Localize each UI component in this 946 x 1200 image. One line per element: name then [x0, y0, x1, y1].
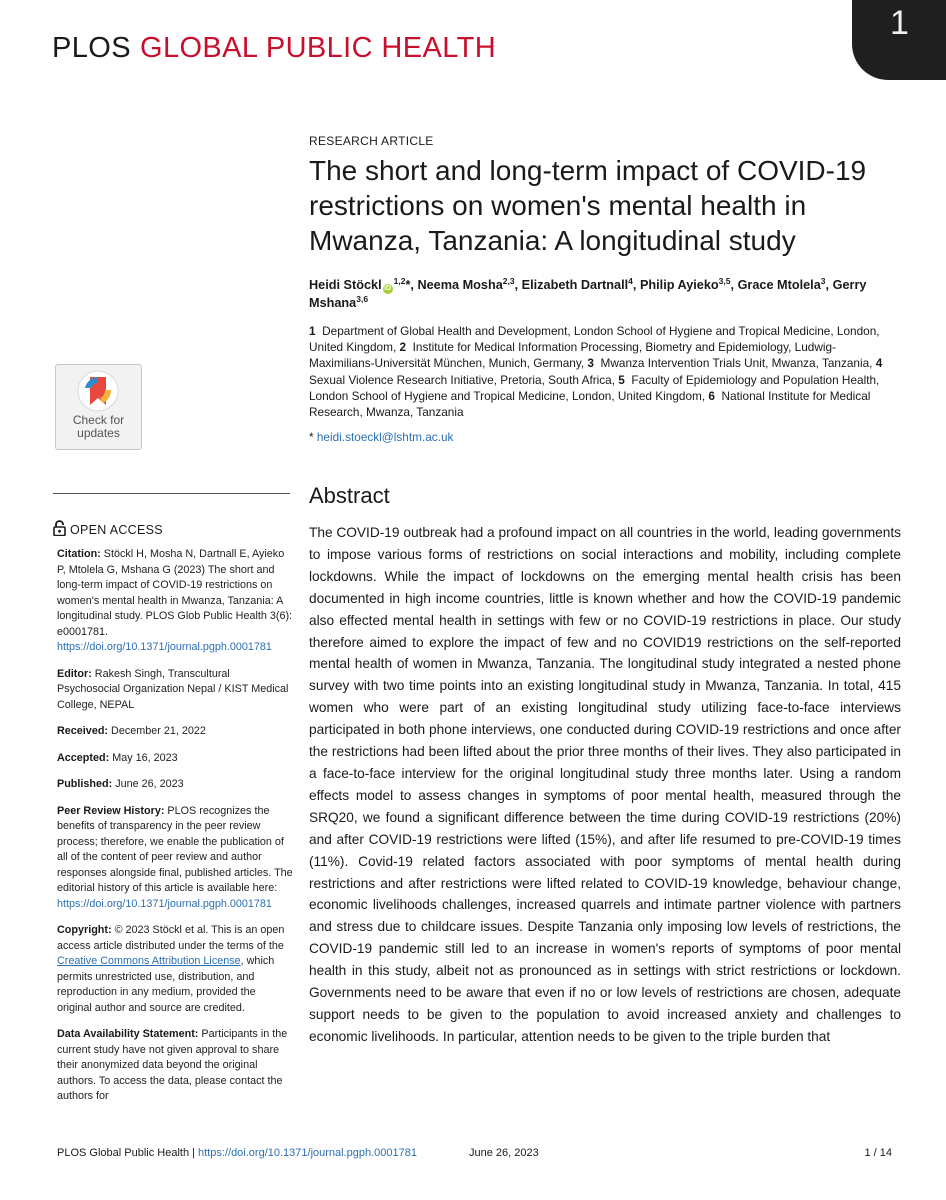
- journal-name-plos: PLOS: [52, 32, 131, 64]
- crossmark-line1: Check for: [72, 413, 125, 427]
- peer-review-block: [57, 804, 293, 913]
- citation-block: [57, 547, 293, 656]
- author-name[interactable]: Grace Mtolela: [737, 278, 821, 292]
- data-availability-block: [57, 1027, 293, 1105]
- editor-text: Rakesh Singh, Transcultural Psychosocial Organization Nepal / KIST Medical College, NEPAL: [57, 667, 289, 711]
- affiliation-number: 4: [875, 356, 883, 371]
- crossmark-icon: [77, 370, 119, 412]
- page-number: 1: [890, 4, 909, 42]
- footer-journal: PLOS Global Public Health |: [57, 1147, 195, 1159]
- footer-page-count: 1 / 14: [864, 1147, 892, 1159]
- corresponding-star: *: [309, 430, 314, 444]
- affiliation-text: National Institute for Medical Research, Mwanza, Tanzania: [309, 388, 871, 420]
- author-name[interactable]: Elizabeth Dartnall: [521, 278, 629, 292]
- data-availability-text: Participants in the current study have not given approval to share their anonymized data beyond the original authors. To access the data, please contact the authors for: [57, 1028, 288, 1102]
- published-date: June 26, 2023: [115, 778, 184, 790]
- author-name[interactable]: Neema Mosha: [417, 278, 503, 292]
- footer-date: June 26, 2023: [469, 1147, 539, 1159]
- author-list: [309, 276, 901, 312]
- author-name[interactable]: Gerry Mshana: [309, 278, 867, 310]
- affiliation-text: Institute for Medical Information Processing, Biometry and Epidemiology, Ludwig-Maximilians-Universität München, Munich, Germany,: [309, 340, 836, 371]
- published-block: [57, 777, 293, 793]
- author-affiliation-sup: 4: [628, 275, 633, 286]
- page-number-tab: [852, 0, 946, 80]
- article-title: The short and long-term impact of COVID-19 restrictions on women's mental health in Mwanza, Tanzania: A longitudinal study: [309, 155, 867, 256]
- open-access-label: OPEN ACCESS: [70, 523, 163, 537]
- author-affiliation-sup: 3,5: [718, 275, 731, 286]
- affiliation-number: 1: [309, 324, 316, 338]
- citation-text: Stöckl H, Mosha N, Dartnall E, Ayieko P, Mtolela G, Mshana G (2023) The short and long-term impact of COVID-19 restrictions on women's mental health in Mwanza, Tanzania: A longitudinal study. PLOS Glob Public Health 3(6): e0001781.: [57, 548, 293, 638]
- crossmark-line2: updates: [77, 426, 120, 440]
- author-separator: ,: [514, 278, 522, 292]
- open-access-badge: [53, 520, 163, 537]
- affiliation-text: Faculty of Epidemiology and Population Health, London School of Hygiene and Tropical Medicine, London, United Kingdom,: [309, 372, 880, 403]
- affiliation-text: Mwanza Intervention Trials Unit, Mwanza, Tanzania,: [600, 356, 873, 371]
- author-affiliation-sup: 1,2: [393, 275, 406, 286]
- open-lock-icon: [53, 520, 66, 536]
- published-label: Published:: [57, 778, 113, 790]
- article-type-label: RESEARCH ARTICLE: [309, 134, 434, 148]
- orcid-icon[interactable]: iD: [384, 285, 392, 292]
- affiliation-number: 5: [618, 372, 625, 387]
- corresponding-email-link[interactable]: heidi.stoeckl@lshtm.ac.uk: [316, 430, 454, 444]
- abstract-text: The COVID-19 outbreak had a profound impact on all countries in the world, leading governments to impose various forms of restrictions on social interactions and mobility, including complete lockdowns. While the impact of lockdowns on the emerging mental health crisis has been documented in high income countries, little is known whether and how the COVID-19 pandemic also effected mental health in settings with few or no COVID-19 restrictions in place. Our study therefore aimed to explore the impact of few and no COVID19 restrictions on the self-reported mental health of women in Mwanza, Tanzania. The longitudinal study integrated a nested phone survey with two time points into an existing longitudinal study in Mwanza, Tanzania. In total, 415 women who were part of an existing longitudinal study utilizing face-to-face interviews participated in both phone interviews, one conducted during COVID-19 restrictions and once after the restrictions had been lifted about the prior three months of their lives. They also participated in a face-to-face interview for the original longitudinal study three months later. Using a random effects model to assess changes in symptoms of poor mental health, measured through the SRQ20, we found a significant difference between the time during COVID-19 restrictions (20%) and after COVID-19 restrictions were lifted (15%), and after life resumed to pre-COVID-19 times (11%). Covid-19 related factors associated with poor symptoms of mental health during restrictions and after restrictions were lifted related to COVID-19 knowledge, behaviour change, economic livelihoods challenges, increased quarrels and intimate partner violence with partners and stress due to childcare issues. Despite Tanzania only imposing low levels of restrictions, the COVID-19 pandemic still led to an increase in women's reports of symptoms of poor mental health in this study, albeit not as pronounced as in settings with strict restrictions or lockdown. Governments need to be aware that even if no or low levels of restrictions are chosen, adequate support needs to be given to the population to avoid increased anxiety and challenges to economic livelihoods. In particular, attention needs to be given to the triple burden that: [309, 525, 901, 1044]
- check-for-updates-badge[interactable]: [55, 364, 142, 450]
- author-separator: ,: [825, 278, 833, 292]
- author-affiliation-sup: 2,3: [502, 275, 515, 286]
- footer-doi-link[interactable]: https://doi.org/10.1371/journal.pgph.0001781: [198, 1147, 417, 1159]
- corresponding-author: [309, 430, 901, 444]
- peer-review-label: Peer Review History:: [57, 804, 165, 817]
- peer-review-link[interactable]: https://doi.org/10.1371/journal.pgph.0001781: [57, 897, 272, 910]
- affiliation-number: 3: [587, 356, 594, 371]
- citation-label: Citation:: [57, 548, 101, 560]
- data-availability-label: Data Availability Statement:: [57, 1028, 199, 1040]
- author-name[interactable]: Heidi Stöckl: [309, 278, 382, 292]
- article-metadata-sidebar: [57, 547, 293, 1116]
- accepted-block: [57, 751, 293, 767]
- copyright-text-end: , which permits unrestricted use, distribution, and reproduction in any medium, provided the original author and source are credited.: [57, 955, 275, 1014]
- author-affiliation-sup: 3: [820, 275, 826, 286]
- copyright-block: [57, 923, 293, 1016]
- received-date: December 21, 2022: [111, 725, 206, 737]
- peer-review-text: PLOS recognizes the benefits of transparency in the peer review process; therefore, we enable the publication of all of the content of peer review and author responses alongside final, published articles. The editorial history of this article is available here:: [57, 804, 293, 894]
- copyright-label: Copyright:: [57, 924, 112, 936]
- affiliation-number: 6: [708, 388, 715, 403]
- editor-label: Editor:: [57, 667, 92, 680]
- citation-doi-link[interactable]: https://doi.org/10.1371/journal.pgph.0001781: [57, 641, 272, 653]
- affiliation-number: 2: [399, 340, 407, 355]
- affiliation-text: Sexual Violence Research Initiative, Pretoria, South Africa,: [309, 372, 616, 387]
- copyright-text: © 2023 Stöckl et al. This is an open access article distributed under the terms of the: [57, 924, 285, 952]
- abstract-heading: Abstract: [309, 483, 390, 508]
- journal-name-subtitle: GLOBAL PUBLIC HEALTH: [139, 32, 497, 64]
- received-label: Received:: [57, 725, 109, 737]
- sidebar-divider: [53, 493, 290, 494]
- affiliation-text: Department of Global Health and Development, London School of Hygiene and Tropical Medicine, London, United Kingdom,: [309, 324, 880, 355]
- author-separator: ,: [730, 278, 738, 292]
- editor-block: [57, 667, 293, 714]
- author-separator: ,: [632, 278, 640, 292]
- author-name[interactable]: Philip Ayieko: [639, 278, 719, 292]
- author-separator: *,: [405, 278, 418, 292]
- footer-citation: [57, 1147, 417, 1159]
- affiliations: [309, 323, 901, 420]
- accepted-date: May 16, 2023: [112, 751, 178, 764]
- journal-name: [52, 32, 496, 65]
- license-link[interactable]: Creative Commons Attribution License: [57, 955, 241, 967]
- accepted-label: Accepted:: [57, 751, 110, 764]
- author-affiliation-sup: 3,6: [356, 293, 369, 304]
- received-block: [57, 724, 293, 740]
